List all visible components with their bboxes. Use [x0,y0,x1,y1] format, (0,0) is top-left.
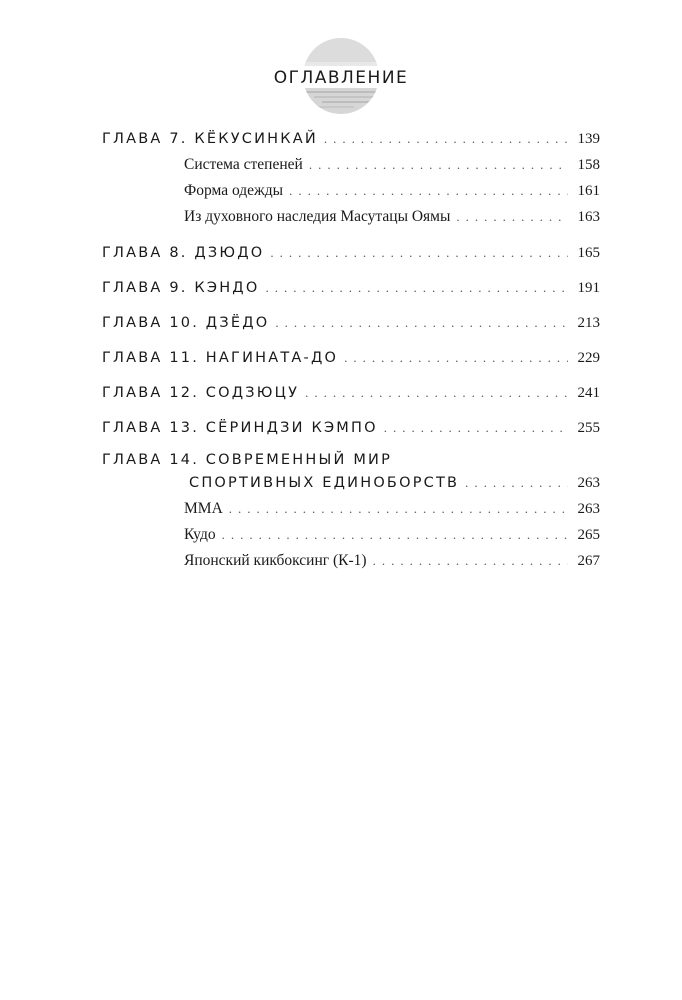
dot-leader [373,548,568,574]
entry-page: 267 [577,553,600,569]
entry-label: Система степеней [184,156,303,173]
entry-label: Форма одежды [184,182,284,199]
dot-leader [270,240,568,266]
entry-page: 165 [577,245,600,261]
entry-page: 241 [577,385,600,401]
table-of-contents [102,126,600,574]
entry-label: ГЛАВА 13. СЁРИНДЗИ КЭМПО [102,420,378,436]
dot-leader [309,152,568,178]
page-title: ОГЛАВЛЕНИЕ [273,68,409,88]
entry-page: 158 [577,157,600,173]
entry-label: ГЛАВА 8. ДЗЮДО [102,245,265,261]
entry-label: ГЛАВА 9. КЭНДО [102,280,260,296]
dot-leader [265,275,568,301]
entry-page: 191 [577,280,600,296]
entry-label: Из духовного наследия Масутацы Оямы [184,208,451,225]
dot-leader [465,470,568,496]
toc-entry-sub[interactable] [102,522,600,548]
dot-leader [456,204,568,230]
dot-leader [344,345,568,371]
dot-leader [384,415,568,441]
entry-page: 263 [577,475,600,491]
entry-label-line [102,470,600,496]
dot-leader [229,496,568,522]
toc-entry-sub[interactable] [102,548,600,574]
toc-entry-chapter-8[interactable] [102,240,600,266]
dot-leader [222,522,568,548]
entry-label-line [102,450,600,470]
entry-label: Кудо [184,526,216,543]
entry-label: ГЛАВА 14. СОВРЕМЕННЫЙ МИР [102,452,393,468]
entry-label: Японский кикбоксинг (К-1) [184,552,367,569]
entry-page: 213 [577,315,600,331]
dot-leader [324,126,568,152]
entry-label: ММА [184,500,223,517]
entry-page: 139 [577,131,600,147]
dot-leader [289,178,568,204]
entry-page: 229 [577,350,600,366]
dot-leader [305,380,568,406]
toc-entry-sub[interactable] [102,178,600,204]
toc-entry-sub[interactable] [102,152,600,178]
toc-entry-chapter-12[interactable] [102,380,600,406]
entry-label: ГЛАВА 7. КЁКУСИНКАЙ [102,131,318,147]
dot-leader [275,310,568,336]
toc-entry-sub[interactable] [102,204,600,230]
toc-entry-sub[interactable] [102,496,600,522]
toc-entry-chapter-9[interactable] [102,275,600,301]
entry-page: 163 [577,209,600,225]
entry-page: 161 [577,183,600,199]
toc-entry-chapter-13[interactable] [102,415,600,441]
toc-entry-chapter-7[interactable] [102,126,600,152]
entry-page: 265 [577,527,600,543]
entry-label: СПОРТИВНЫХ ЕДИНОБОРСТВ [189,475,460,491]
entry-page: 263 [577,501,600,517]
entry-label: ГЛАВА 11. НАГИНАТА-ДО [102,350,339,366]
toc-entry-chapter-10[interactable] [102,310,600,336]
entry-page: 255 [577,420,600,436]
toc-header [0,36,682,126]
entry-label: ГЛАВА 12. СОДЗЮЦУ [102,385,300,401]
entry-label: ГЛАВА 10. ДЗЁДО [102,315,270,331]
toc-entry-chapter-11[interactable] [102,345,600,371]
toc-entry-chapter-14[interactable] [102,450,600,496]
